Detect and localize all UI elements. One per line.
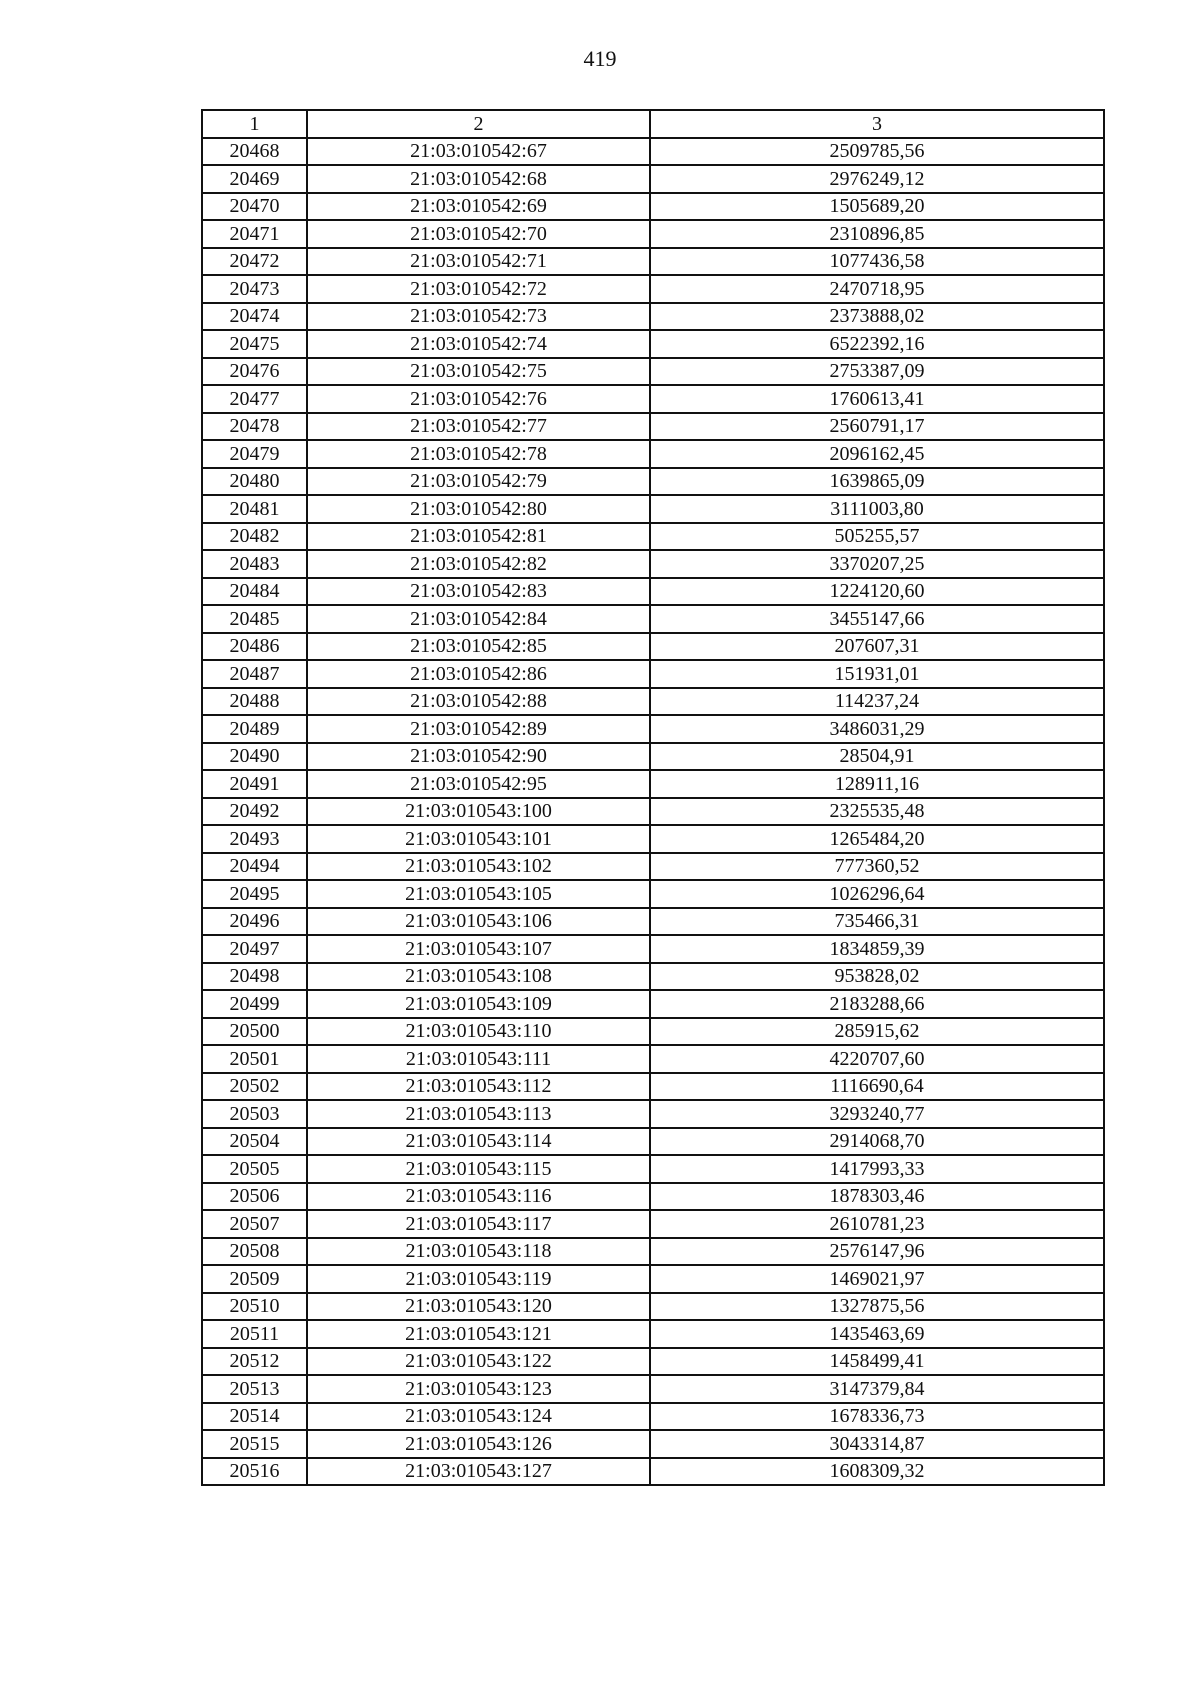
row-number-cell: 20479	[202, 440, 307, 468]
cadastral-number-cell: 21:03:010543:109	[307, 990, 650, 1018]
cadastral-number-cell: 21:03:010543:126	[307, 1430, 650, 1458]
column-header-1: 1	[202, 110, 307, 138]
value-cell: 1639865,09	[650, 468, 1104, 496]
value-cell: 1435463,69	[650, 1320, 1104, 1348]
value-cell: 2914068,70	[650, 1128, 1104, 1156]
value-cell: 1878303,46	[650, 1183, 1104, 1211]
row-number-cell: 20498	[202, 963, 307, 991]
cadastral-number-cell: 21:03:010542:75	[307, 358, 650, 386]
value-cell: 3147379,84	[650, 1375, 1104, 1403]
cadastral-number-cell: 21:03:010542:88	[307, 688, 650, 716]
value-cell: 505255,57	[650, 523, 1104, 551]
cadastral-number-cell: 21:03:010543:124	[307, 1403, 650, 1431]
row-number-cell: 20476	[202, 358, 307, 386]
value-cell: 2753387,09	[650, 358, 1104, 386]
cadastral-number-cell: 21:03:010543:122	[307, 1348, 650, 1376]
value-cell: 114237,24	[650, 688, 1104, 716]
value-cell: 1327875,56	[650, 1293, 1104, 1321]
cadastral-number-cell: 21:03:010543:118	[307, 1238, 650, 1266]
table-row	[202, 550, 1104, 578]
table-row	[202, 715, 1104, 743]
value-cell: 953828,02	[650, 963, 1104, 991]
row-number-cell: 20503	[202, 1100, 307, 1128]
row-number-cell: 20497	[202, 935, 307, 963]
table-row	[202, 1458, 1104, 1486]
table-row	[202, 825, 1104, 853]
cadastral-number-cell: 21:03:010542:77	[307, 413, 650, 441]
row-number-cell: 20501	[202, 1045, 307, 1073]
cadastral-number-cell: 21:03:010543:121	[307, 1320, 650, 1348]
table-row	[202, 743, 1104, 771]
cadastral-number-cell: 21:03:010543:111	[307, 1045, 650, 1073]
row-number-cell: 20485	[202, 605, 307, 633]
value-cell: 28504,91	[650, 743, 1104, 771]
value-cell: 1760613,41	[650, 385, 1104, 413]
row-number-cell: 20472	[202, 248, 307, 276]
table-row	[202, 853, 1104, 881]
table-row	[202, 413, 1104, 441]
value-cell: 285915,62	[650, 1018, 1104, 1046]
value-cell: 2325535,48	[650, 798, 1104, 826]
value-cell: 1834859,39	[650, 935, 1104, 963]
table-body	[202, 138, 1104, 1486]
table-row	[202, 1348, 1104, 1376]
header-row	[202, 110, 1104, 138]
row-number-cell: 20509	[202, 1265, 307, 1293]
value-cell: 1505689,20	[650, 193, 1104, 221]
row-number-cell: 20489	[202, 715, 307, 743]
value-cell: 3293240,77	[650, 1100, 1104, 1128]
cadastral-number-cell: 21:03:010542:70	[307, 220, 650, 248]
cadastral-number-cell: 21:03:010543:112	[307, 1073, 650, 1101]
table-row	[202, 275, 1104, 303]
row-number-cell: 20484	[202, 578, 307, 606]
table-row	[202, 1430, 1104, 1458]
cadastral-number-cell: 21:03:010542:89	[307, 715, 650, 743]
row-number-cell: 20475	[202, 330, 307, 358]
cadastral-number-cell: 21:03:010543:108	[307, 963, 650, 991]
table-row	[202, 660, 1104, 688]
table-row	[202, 1293, 1104, 1321]
row-number-cell: 20491	[202, 770, 307, 798]
table-row	[202, 1183, 1104, 1211]
table-row	[202, 1265, 1104, 1293]
value-cell: 207607,31	[650, 633, 1104, 661]
row-number-cell: 20469	[202, 165, 307, 193]
table-row	[202, 1375, 1104, 1403]
row-number-cell: 20495	[202, 880, 307, 908]
table-row	[202, 495, 1104, 523]
row-number-cell: 20470	[202, 193, 307, 221]
cadastral-number-cell: 21:03:010542:69	[307, 193, 650, 221]
row-number-cell: 20515	[202, 1430, 307, 1458]
row-number-cell: 20506	[202, 1183, 307, 1211]
table-row	[202, 523, 1104, 551]
value-cell: 3111003,80	[650, 495, 1104, 523]
cadastral-number-cell: 21:03:010543:123	[307, 1375, 650, 1403]
table-row	[202, 358, 1104, 386]
table-row	[202, 688, 1104, 716]
value-cell: 6522392,16	[650, 330, 1104, 358]
value-cell: 2976249,12	[650, 165, 1104, 193]
cadastral-number-cell: 21:03:010543:116	[307, 1183, 650, 1211]
row-number-cell: 20493	[202, 825, 307, 853]
value-cell: 2470718,95	[650, 275, 1104, 303]
cadastral-number-cell: 21:03:010542:74	[307, 330, 650, 358]
value-cell: 1417993,33	[650, 1155, 1104, 1183]
cadastral-number-cell: 21:03:010543:105	[307, 880, 650, 908]
cadastral-number-cell: 21:03:010542:72	[307, 275, 650, 303]
cadastral-number-cell: 21:03:010542:68	[307, 165, 650, 193]
value-cell: 1265484,20	[650, 825, 1104, 853]
table-row	[202, 468, 1104, 496]
row-number-cell: 20480	[202, 468, 307, 496]
cadastral-number-cell: 21:03:010542:73	[307, 303, 650, 331]
cadastral-number-cell: 21:03:010543:110	[307, 1018, 650, 1046]
table-row	[202, 1320, 1104, 1348]
row-number-cell: 20490	[202, 743, 307, 771]
row-number-cell: 20508	[202, 1238, 307, 1266]
table-row	[202, 1045, 1104, 1073]
row-number-cell: 20516	[202, 1458, 307, 1486]
cadastral-number-cell: 21:03:010542:86	[307, 660, 650, 688]
row-number-cell: 20488	[202, 688, 307, 716]
table-row	[202, 633, 1104, 661]
cadastral-number-cell: 21:03:010543:114	[307, 1128, 650, 1156]
table-row	[202, 330, 1104, 358]
cadastral-number-cell: 21:03:010543:127	[307, 1458, 650, 1486]
table-row	[202, 385, 1104, 413]
table-row	[202, 248, 1104, 276]
row-number-cell: 20511	[202, 1320, 307, 1348]
row-number-cell: 20514	[202, 1403, 307, 1431]
table-row	[202, 1403, 1104, 1431]
cadastral-number-cell: 21:03:010543:119	[307, 1265, 650, 1293]
row-number-cell: 20505	[202, 1155, 307, 1183]
row-number-cell: 20499	[202, 990, 307, 1018]
cadastral-number-cell: 21:03:010542:90	[307, 743, 650, 771]
row-number-cell: 20468	[202, 138, 307, 166]
cadastral-number-cell: 21:03:010542:76	[307, 385, 650, 413]
table-row	[202, 1018, 1104, 1046]
table-row	[202, 908, 1104, 936]
value-cell: 128911,16	[650, 770, 1104, 798]
row-number-cell: 20474	[202, 303, 307, 331]
cadastral-number-cell: 21:03:010543:102	[307, 853, 650, 881]
row-number-cell: 20500	[202, 1018, 307, 1046]
value-cell: 3486031,29	[650, 715, 1104, 743]
value-cell: 1469021,97	[650, 1265, 1104, 1293]
table-row	[202, 1238, 1104, 1266]
cadastral-number-cell: 21:03:010542:78	[307, 440, 650, 468]
row-number-cell: 20513	[202, 1375, 307, 1403]
table-row	[202, 990, 1104, 1018]
cadastral-number-cell: 21:03:010543:113	[307, 1100, 650, 1128]
cadastral-number-cell: 21:03:010542:71	[307, 248, 650, 276]
row-number-cell: 20504	[202, 1128, 307, 1156]
cadastral-number-cell: 21:03:010543:107	[307, 935, 650, 963]
row-number-cell: 20487	[202, 660, 307, 688]
table-row	[202, 303, 1104, 331]
page-number: 419	[583, 46, 617, 71]
cadastral-number-cell: 21:03:010542:67	[307, 138, 650, 166]
table-row	[202, 220, 1104, 248]
row-number-cell: 20510	[202, 1293, 307, 1321]
table-row	[202, 193, 1104, 221]
row-number-cell: 20512	[202, 1348, 307, 1376]
cadastral-number-cell: 21:03:010543:115	[307, 1155, 650, 1183]
value-cell: 3370207,25	[650, 550, 1104, 578]
value-cell: 777360,52	[650, 853, 1104, 881]
table-row	[202, 605, 1104, 633]
value-cell: 2373888,02	[650, 303, 1104, 331]
data-table	[201, 109, 1105, 1486]
row-number-cell: 20496	[202, 908, 307, 936]
value-cell: 1678336,73	[650, 1403, 1104, 1431]
table-row	[202, 1128, 1104, 1156]
row-number-cell: 20477	[202, 385, 307, 413]
table-row	[202, 1073, 1104, 1101]
value-cell: 1458499,41	[650, 1348, 1104, 1376]
table-row	[202, 798, 1104, 826]
value-cell: 151931,01	[650, 660, 1104, 688]
table-row	[202, 1210, 1104, 1238]
cadastral-number-cell: 21:03:010542:79	[307, 468, 650, 496]
column-header-2: 2	[307, 110, 650, 138]
cadastral-number-cell: 21:03:010542:84	[307, 605, 650, 633]
table-row	[202, 963, 1104, 991]
value-cell: 2310896,85	[650, 220, 1104, 248]
cadastral-number-cell: 21:03:010543:117	[307, 1210, 650, 1238]
value-cell: 2096162,45	[650, 440, 1104, 468]
row-number-cell: 20494	[202, 853, 307, 881]
row-number-cell: 20482	[202, 523, 307, 551]
cadastral-number-cell: 21:03:010542:85	[307, 633, 650, 661]
value-cell: 1224120,60	[650, 578, 1104, 606]
table-row	[202, 440, 1104, 468]
table-row	[202, 165, 1104, 193]
row-number-cell: 20478	[202, 413, 307, 441]
value-cell: 1026296,64	[650, 880, 1104, 908]
row-number-cell: 20471	[202, 220, 307, 248]
cadastral-number-cell: 21:03:010542:83	[307, 578, 650, 606]
cadastral-number-cell: 21:03:010543:120	[307, 1293, 650, 1321]
table-header	[202, 110, 1104, 138]
row-number-cell: 20486	[202, 633, 307, 661]
value-cell: 2560791,17	[650, 413, 1104, 441]
table-row	[202, 1155, 1104, 1183]
value-cell: 1608309,32	[650, 1458, 1104, 1486]
table-row	[202, 880, 1104, 908]
value-cell: 3043314,87	[650, 1430, 1104, 1458]
table-row	[202, 138, 1104, 166]
cadastral-number-cell: 21:03:010542:80	[307, 495, 650, 523]
table-row	[202, 578, 1104, 606]
value-cell: 2509785,56	[650, 138, 1104, 166]
table-row	[202, 1100, 1104, 1128]
column-header-3: 3	[650, 110, 1104, 138]
cadastral-number-cell: 21:03:010542:81	[307, 523, 650, 551]
value-cell: 3455147,66	[650, 605, 1104, 633]
value-cell: 1116690,64	[650, 1073, 1104, 1101]
cadastral-number-cell: 21:03:010542:82	[307, 550, 650, 578]
row-number-cell: 20492	[202, 798, 307, 826]
row-number-cell: 20473	[202, 275, 307, 303]
value-cell: 2610781,23	[650, 1210, 1104, 1238]
row-number-cell: 20502	[202, 1073, 307, 1101]
value-cell: 1077436,58	[650, 248, 1104, 276]
row-number-cell: 20507	[202, 1210, 307, 1238]
value-cell: 4220707,60	[650, 1045, 1104, 1073]
cadastral-number-cell: 21:03:010543:106	[307, 908, 650, 936]
row-number-cell: 20483	[202, 550, 307, 578]
table-row	[202, 770, 1104, 798]
cadastral-number-cell: 21:03:010542:95	[307, 770, 650, 798]
row-number-cell: 20481	[202, 495, 307, 523]
cadastral-number-cell: 21:03:010543:101	[307, 825, 650, 853]
table-row	[202, 935, 1104, 963]
value-cell: 735466,31	[650, 908, 1104, 936]
value-cell: 2183288,66	[650, 990, 1104, 1018]
value-cell: 2576147,96	[650, 1238, 1104, 1266]
cadastral-number-cell: 21:03:010543:100	[307, 798, 650, 826]
